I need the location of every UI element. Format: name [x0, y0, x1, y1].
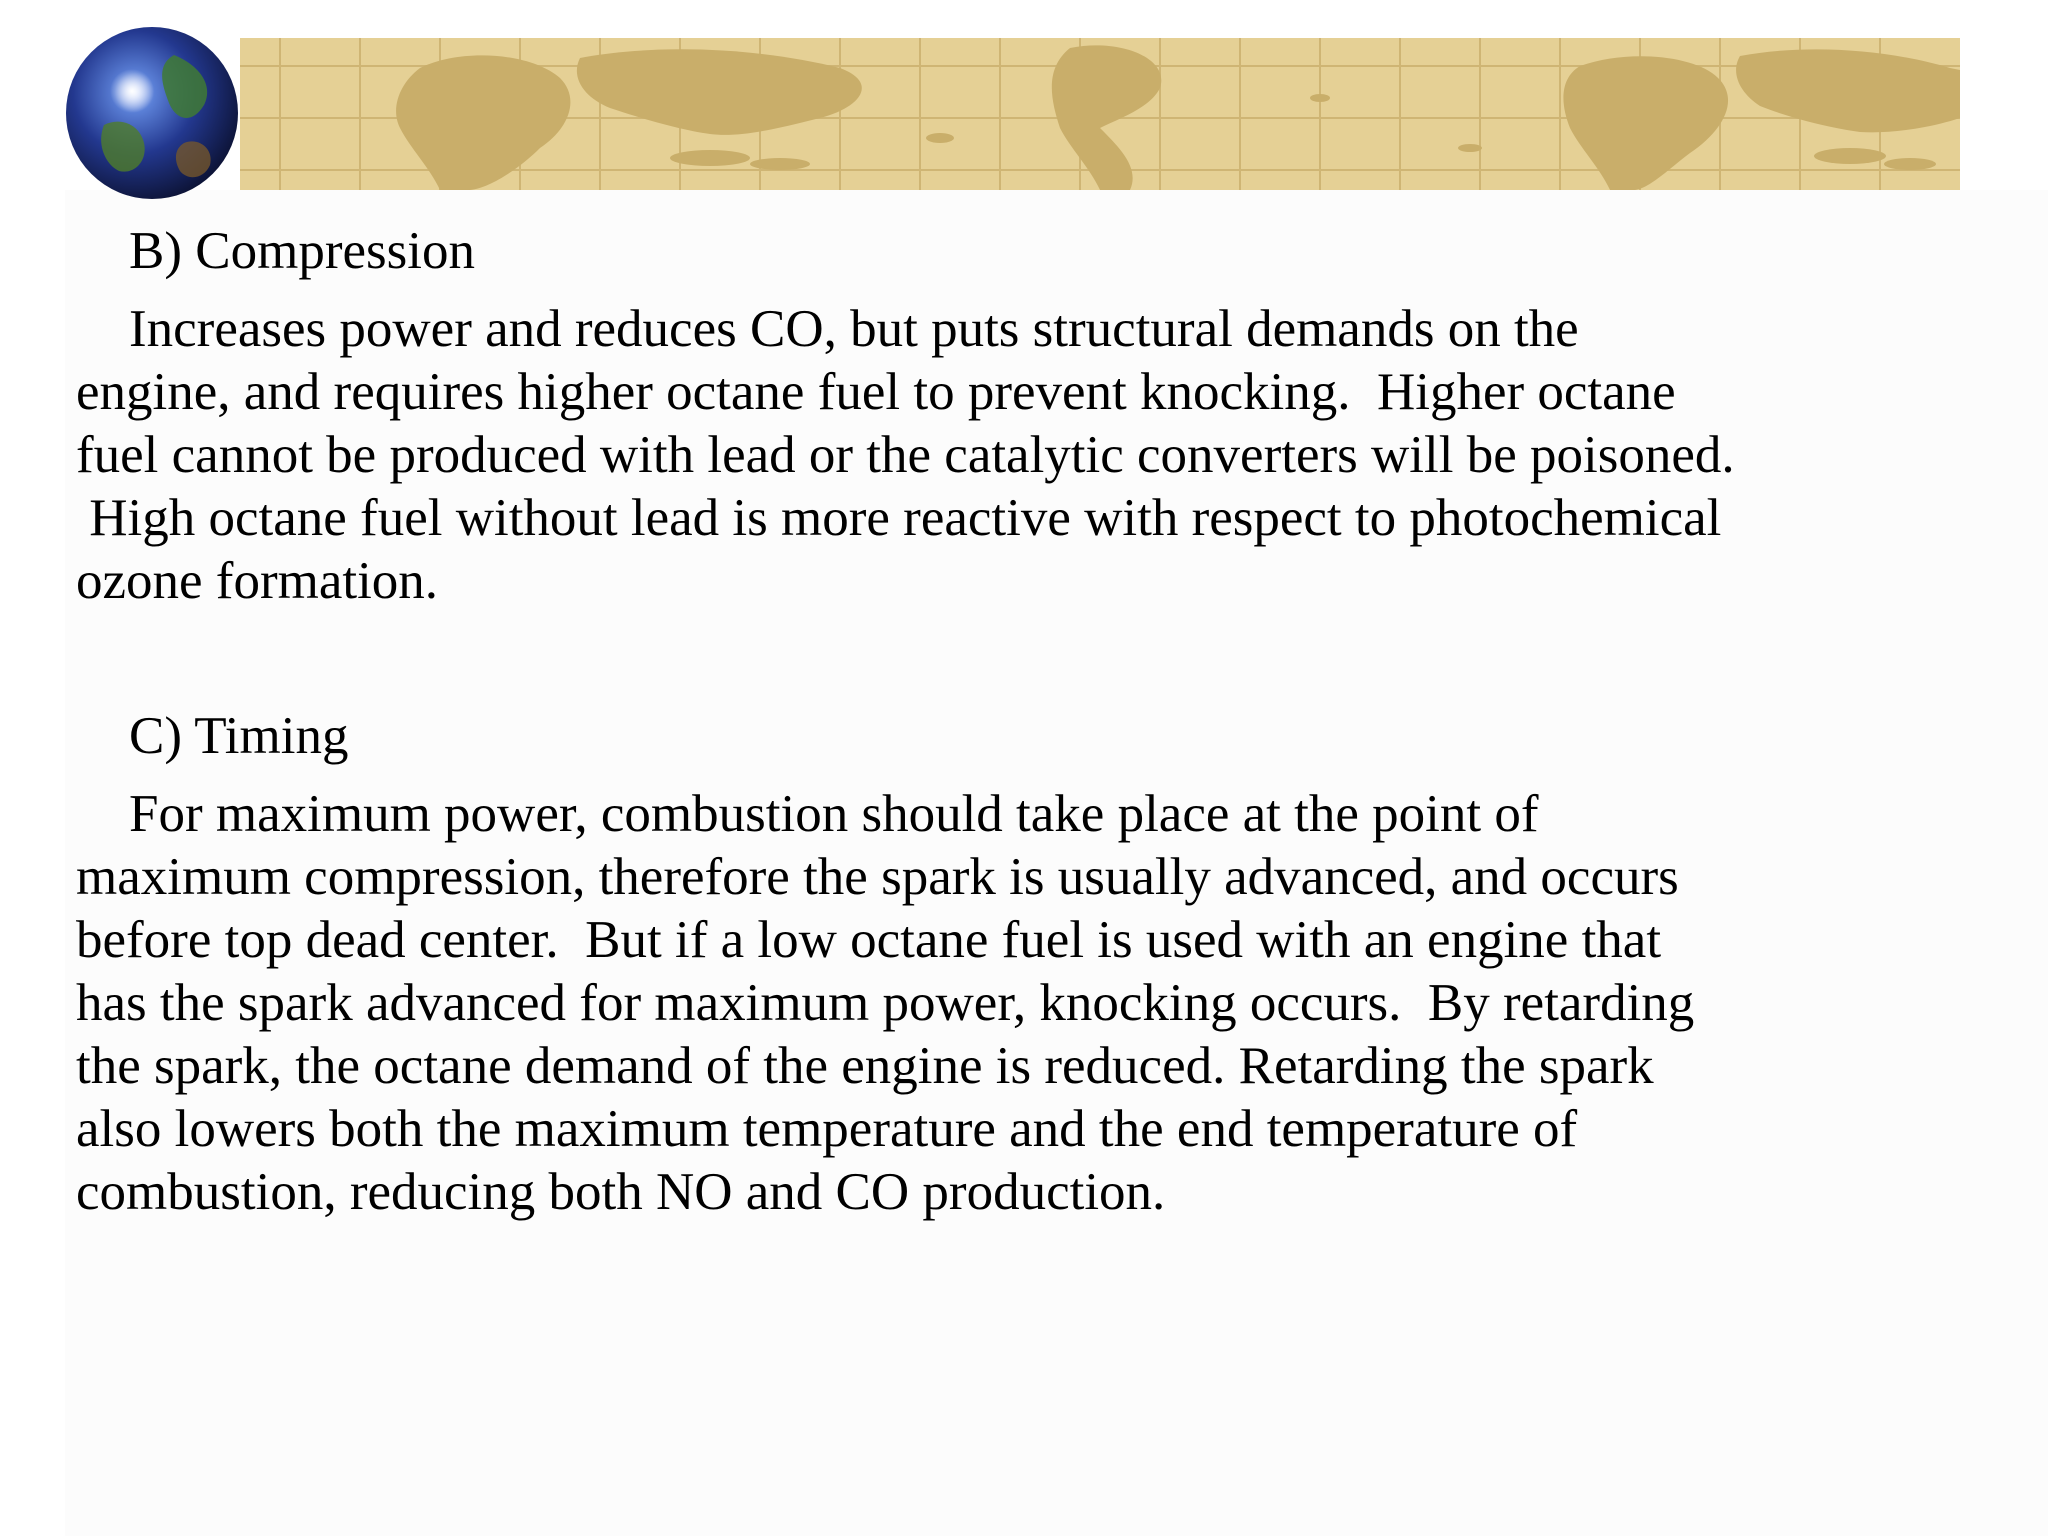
section-heading-compression: B) Compression — [76, 222, 475, 280]
globe-icon — [64, 25, 240, 201]
world-map-strip-icon — [240, 38, 1960, 190]
section-body-compression: Increases power and reduces CO, but puts structural demands on the engine, and requires higher octane fuel to prevent knocking. Higher octane fuel cannot be produced with lead or the catalytic converters will be poisoned. High octane fuel without lead is more reactive with respect to photochemical ozone formation. — [76, 300, 1735, 610]
section-body-timing: For maximum power, combustion should take place at the point of maximum compression, therefore the spark is usually advanced, and occurs before top dead center. But if a low octane fuel is used with an engine that has the spark advanced for maximum power, knocking occurs. By retarding the spark, the octane demand of the engine is reduced. Retarding the spark also lowers both the maximum temperature and the end temperature of combustion, reducing both NO and CO production. — [76, 785, 1695, 1221]
world-map-banner — [240, 38, 1960, 190]
section-heading-timing: C) Timing — [76, 707, 349, 765]
